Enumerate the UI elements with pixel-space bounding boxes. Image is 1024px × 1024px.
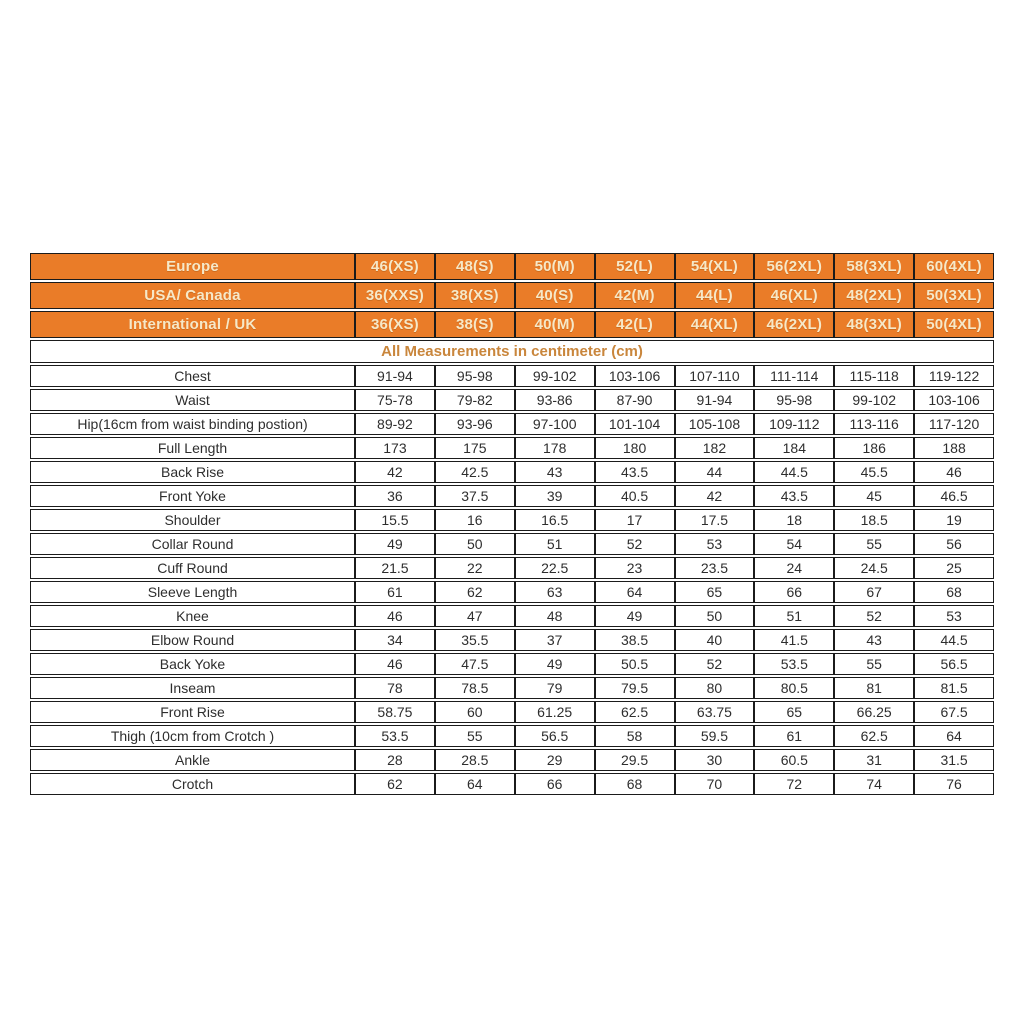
measurement-value-cell: 19 [914, 509, 994, 531]
measurement-value-cell: 28 [355, 749, 435, 771]
measurement-label-cell: Knee [30, 605, 355, 627]
measurement-value-cell: 21.5 [355, 557, 435, 579]
measurement-label-cell: Front Yoke [30, 485, 355, 507]
measurement-value-cell: 93-96 [435, 413, 515, 435]
measurement-value-cell: 56.5 [515, 725, 595, 747]
measurement-row [30, 461, 994, 483]
measurement-row [30, 653, 994, 675]
measurement-value-cell: 53.5 [355, 725, 435, 747]
size-cell: 42(M) [595, 282, 675, 309]
measurement-value-cell: 175 [435, 437, 515, 459]
measurement-row [30, 557, 994, 579]
measurement-value-cell: 43 [834, 629, 914, 651]
measurement-row [30, 509, 994, 531]
measurements-subtitle: All Measurements in centimeter (cm) [30, 340, 994, 363]
measurement-value-cell: 56 [914, 533, 994, 555]
measurement-row [30, 437, 994, 459]
measurement-row [30, 533, 994, 555]
measurement-value-cell: 48 [515, 605, 595, 627]
measurement-value-cell: 23 [595, 557, 675, 579]
region-label-cell: International / UK [30, 311, 355, 338]
measurement-value-cell: 75-78 [355, 389, 435, 411]
size-cell: 42(L) [595, 311, 675, 338]
measurement-value-cell: 55 [834, 653, 914, 675]
measurement-value-cell: 49 [515, 653, 595, 675]
measurement-row [30, 773, 994, 795]
measurement-label-cell: Thigh (10cm from Crotch ) [30, 725, 355, 747]
measurement-value-cell: 65 [675, 581, 755, 603]
measurement-value-cell: 46 [355, 653, 435, 675]
measurement-value-cell: 43.5 [595, 461, 675, 483]
measurement-value-cell: 22.5 [515, 557, 595, 579]
measurement-value-cell: 30 [675, 749, 755, 771]
measurement-value-cell: 47.5 [435, 653, 515, 675]
measurement-value-cell: 29 [515, 749, 595, 771]
measurement-value-cell: 25 [914, 557, 994, 579]
measurement-value-cell: 35.5 [435, 629, 515, 651]
measurement-value-cell: 63 [515, 581, 595, 603]
size-cell: 38(S) [435, 311, 515, 338]
measurement-value-cell: 79 [515, 677, 595, 699]
measurement-value-cell: 50 [435, 533, 515, 555]
measurement-value-cell: 61.25 [515, 701, 595, 723]
measurement-label-cell: Crotch [30, 773, 355, 795]
size-cell: 38(XS) [435, 282, 515, 309]
measurement-value-cell: 42 [355, 461, 435, 483]
measurement-value-cell: 109-112 [754, 413, 834, 435]
measurement-value-cell: 55 [834, 533, 914, 555]
measurement-value-cell: 29.5 [595, 749, 675, 771]
measurement-label-cell: Elbow Round [30, 629, 355, 651]
measurement-value-cell: 46 [914, 461, 994, 483]
measurement-value-cell: 113-116 [834, 413, 914, 435]
measurement-value-cell: 17.5 [675, 509, 755, 531]
measurement-value-cell: 107-110 [675, 365, 755, 387]
header-row [30, 311, 994, 338]
measurement-value-cell: 44.5 [914, 629, 994, 651]
measurement-value-cell: 50 [675, 605, 755, 627]
measurement-label-cell: Back Rise [30, 461, 355, 483]
size-cell: 46(XL) [754, 282, 834, 309]
measurement-value-cell: 68 [914, 581, 994, 603]
measurement-value-cell: 184 [754, 437, 834, 459]
measurement-label-cell: Sleeve Length [30, 581, 355, 603]
measurement-value-cell: 95-98 [754, 389, 834, 411]
size-cell: 60(4XL) [914, 253, 994, 280]
measurement-value-cell: 91-94 [355, 365, 435, 387]
measurement-value-cell: 95-98 [435, 365, 515, 387]
measurement-value-cell: 51 [515, 533, 595, 555]
measurement-value-cell: 105-108 [675, 413, 755, 435]
measurement-value-cell: 54 [754, 533, 834, 555]
measurement-value-cell: 64 [435, 773, 515, 795]
size-cell: 46(XS) [355, 253, 435, 280]
measurement-value-cell: 45.5 [834, 461, 914, 483]
measurement-value-cell: 58 [595, 725, 675, 747]
measurement-value-cell: 188 [914, 437, 994, 459]
subtitle-row [30, 340, 994, 363]
region-label-cell: Europe [30, 253, 355, 280]
measurement-value-cell: 58.75 [355, 701, 435, 723]
measurement-value-cell: 44 [675, 461, 755, 483]
region-label-cell: USA/ Canada [30, 282, 355, 309]
measurement-row [30, 629, 994, 651]
size-cell: 44(XL) [675, 311, 755, 338]
measurement-value-cell: 61 [754, 725, 834, 747]
measurement-value-cell: 99-102 [834, 389, 914, 411]
measurement-value-cell: 62.5 [595, 701, 675, 723]
measurement-value-cell: 52 [675, 653, 755, 675]
measurement-value-cell: 16 [435, 509, 515, 531]
size-cell: 48(2XL) [834, 282, 914, 309]
measurement-value-cell: 42 [675, 485, 755, 507]
measurement-row [30, 581, 994, 603]
measurement-value-cell: 49 [595, 605, 675, 627]
measurement-row [30, 389, 994, 411]
measurement-row [30, 365, 994, 387]
measurement-value-cell: 180 [595, 437, 675, 459]
measurement-value-cell: 103-106 [914, 389, 994, 411]
measurement-value-cell: 18.5 [834, 509, 914, 531]
measurement-value-cell: 64 [914, 725, 994, 747]
measurement-value-cell: 79.5 [595, 677, 675, 699]
measurement-value-cell: 66 [515, 773, 595, 795]
measurement-value-cell: 80 [675, 677, 755, 699]
measurement-value-cell: 93-86 [515, 389, 595, 411]
size-cell: 48(3XL) [834, 311, 914, 338]
measurement-row [30, 677, 994, 699]
measurement-value-cell: 91-94 [675, 389, 755, 411]
measurement-value-cell: 81 [834, 677, 914, 699]
measurement-value-cell: 34 [355, 629, 435, 651]
measurement-value-cell: 64 [595, 581, 675, 603]
measurement-value-cell: 80.5 [754, 677, 834, 699]
measurement-value-cell: 52 [834, 605, 914, 627]
measurement-value-cell: 87-90 [595, 389, 675, 411]
measurement-label-cell: Back Yoke [30, 653, 355, 675]
measurement-value-cell: 67.5 [914, 701, 994, 723]
measurement-value-cell: 53 [914, 605, 994, 627]
size-cell: 36(XXS) [355, 282, 435, 309]
measurement-value-cell: 45 [834, 485, 914, 507]
measurement-value-cell: 66 [754, 581, 834, 603]
measurement-value-cell: 89-92 [355, 413, 435, 435]
measurement-value-cell: 182 [675, 437, 755, 459]
measurement-value-cell: 68 [595, 773, 675, 795]
size-cell: 46(2XL) [754, 311, 834, 338]
size-cell: 40(S) [515, 282, 595, 309]
measurement-value-cell: 72 [754, 773, 834, 795]
measurement-label-cell: Front Rise [30, 701, 355, 723]
measurement-value-cell: 41.5 [754, 629, 834, 651]
measurement-label-cell: Chest [30, 365, 355, 387]
measurement-value-cell: 23.5 [675, 557, 755, 579]
measurement-value-cell: 63.75 [675, 701, 755, 723]
measurement-value-cell: 42.5 [435, 461, 515, 483]
measurement-row [30, 701, 994, 723]
measurement-value-cell: 178 [515, 437, 595, 459]
measurement-value-cell: 61 [355, 581, 435, 603]
measurement-value-cell: 38.5 [595, 629, 675, 651]
size-chart-table [30, 251, 994, 797]
size-cell: 54(XL) [675, 253, 755, 280]
measurement-value-cell: 186 [834, 437, 914, 459]
size-cell: 52(L) [595, 253, 675, 280]
measurement-row [30, 485, 994, 507]
measurement-value-cell: 17 [595, 509, 675, 531]
measurement-value-cell: 81.5 [914, 677, 994, 699]
measurement-value-cell: 62 [355, 773, 435, 795]
measurement-label-cell: Cuff Round [30, 557, 355, 579]
measurement-value-cell: 36 [355, 485, 435, 507]
measurement-value-cell: 39 [515, 485, 595, 507]
measurement-value-cell: 40.5 [595, 485, 675, 507]
measurement-value-cell: 43.5 [754, 485, 834, 507]
measurement-value-cell: 28.5 [435, 749, 515, 771]
measurement-value-cell: 44.5 [754, 461, 834, 483]
size-cell: 40(M) [515, 311, 595, 338]
measurement-value-cell: 62.5 [834, 725, 914, 747]
measurement-value-cell: 53.5 [754, 653, 834, 675]
measurement-value-cell: 99-102 [515, 365, 595, 387]
measurement-value-cell: 62 [435, 581, 515, 603]
measurement-row [30, 749, 994, 771]
measurement-value-cell: 46 [355, 605, 435, 627]
measurement-label-cell: Collar Round [30, 533, 355, 555]
measurement-value-cell: 60 [435, 701, 515, 723]
size-cell: 36(XS) [355, 311, 435, 338]
measurement-value-cell: 70 [675, 773, 755, 795]
size-cell: 56(2XL) [754, 253, 834, 280]
measurement-value-cell: 56.5 [914, 653, 994, 675]
measurement-value-cell: 31 [834, 749, 914, 771]
measurement-value-cell: 119-122 [914, 365, 994, 387]
measurement-value-cell: 55 [435, 725, 515, 747]
measurement-value-cell: 16.5 [515, 509, 595, 531]
measurement-value-cell: 43 [515, 461, 595, 483]
measurement-value-cell: 49 [355, 533, 435, 555]
measurement-value-cell: 52 [595, 533, 675, 555]
measurement-value-cell: 51 [754, 605, 834, 627]
header-row [30, 253, 994, 280]
measurement-value-cell: 97-100 [515, 413, 595, 435]
size-cell: 48(S) [435, 253, 515, 280]
measurement-value-cell: 37 [515, 629, 595, 651]
measurement-row [30, 605, 994, 627]
measurement-row [30, 725, 994, 747]
measurement-value-cell: 15.5 [355, 509, 435, 531]
size-cell: 50(3XL) [914, 282, 994, 309]
measurement-row [30, 413, 994, 435]
measurement-label-cell: Shoulder [30, 509, 355, 531]
measurement-value-cell: 22 [435, 557, 515, 579]
measurement-value-cell: 18 [754, 509, 834, 531]
size-cell: 50(4XL) [914, 311, 994, 338]
measurement-value-cell: 47 [435, 605, 515, 627]
measurement-value-cell: 50.5 [595, 653, 675, 675]
measurement-value-cell: 67 [834, 581, 914, 603]
measurement-value-cell: 111-114 [754, 365, 834, 387]
measurement-label-cell: Waist [30, 389, 355, 411]
measurement-value-cell: 40 [675, 629, 755, 651]
measurement-value-cell: 24.5 [834, 557, 914, 579]
measurement-value-cell: 60.5 [754, 749, 834, 771]
size-cell: 44(L) [675, 282, 755, 309]
measurement-value-cell: 173 [355, 437, 435, 459]
measurement-value-cell: 76 [914, 773, 994, 795]
measurement-value-cell: 79-82 [435, 389, 515, 411]
size-cell: 50(M) [515, 253, 595, 280]
measurement-value-cell: 78.5 [435, 677, 515, 699]
measurement-value-cell: 65 [754, 701, 834, 723]
measurement-value-cell: 37.5 [435, 485, 515, 507]
measurement-value-cell: 117-120 [914, 413, 994, 435]
measurement-value-cell: 46.5 [914, 485, 994, 507]
measurement-value-cell: 74 [834, 773, 914, 795]
measurement-value-cell: 53 [675, 533, 755, 555]
measurement-value-cell: 59.5 [675, 725, 755, 747]
header-row [30, 282, 994, 309]
measurement-value-cell: 103-106 [595, 365, 675, 387]
measurement-value-cell: 78 [355, 677, 435, 699]
measurement-value-cell: 115-118 [834, 365, 914, 387]
measurement-label-cell: Inseam [30, 677, 355, 699]
measurement-value-cell: 101-104 [595, 413, 675, 435]
measurement-value-cell: 31.5 [914, 749, 994, 771]
measurement-label-cell: Ankle [30, 749, 355, 771]
measurement-value-cell: 66.25 [834, 701, 914, 723]
measurement-label-cell: Full Length [30, 437, 355, 459]
size-cell: 58(3XL) [834, 253, 914, 280]
measurement-value-cell: 24 [754, 557, 834, 579]
measurement-label-cell: Hip(16cm from waist binding postion) [30, 413, 355, 435]
